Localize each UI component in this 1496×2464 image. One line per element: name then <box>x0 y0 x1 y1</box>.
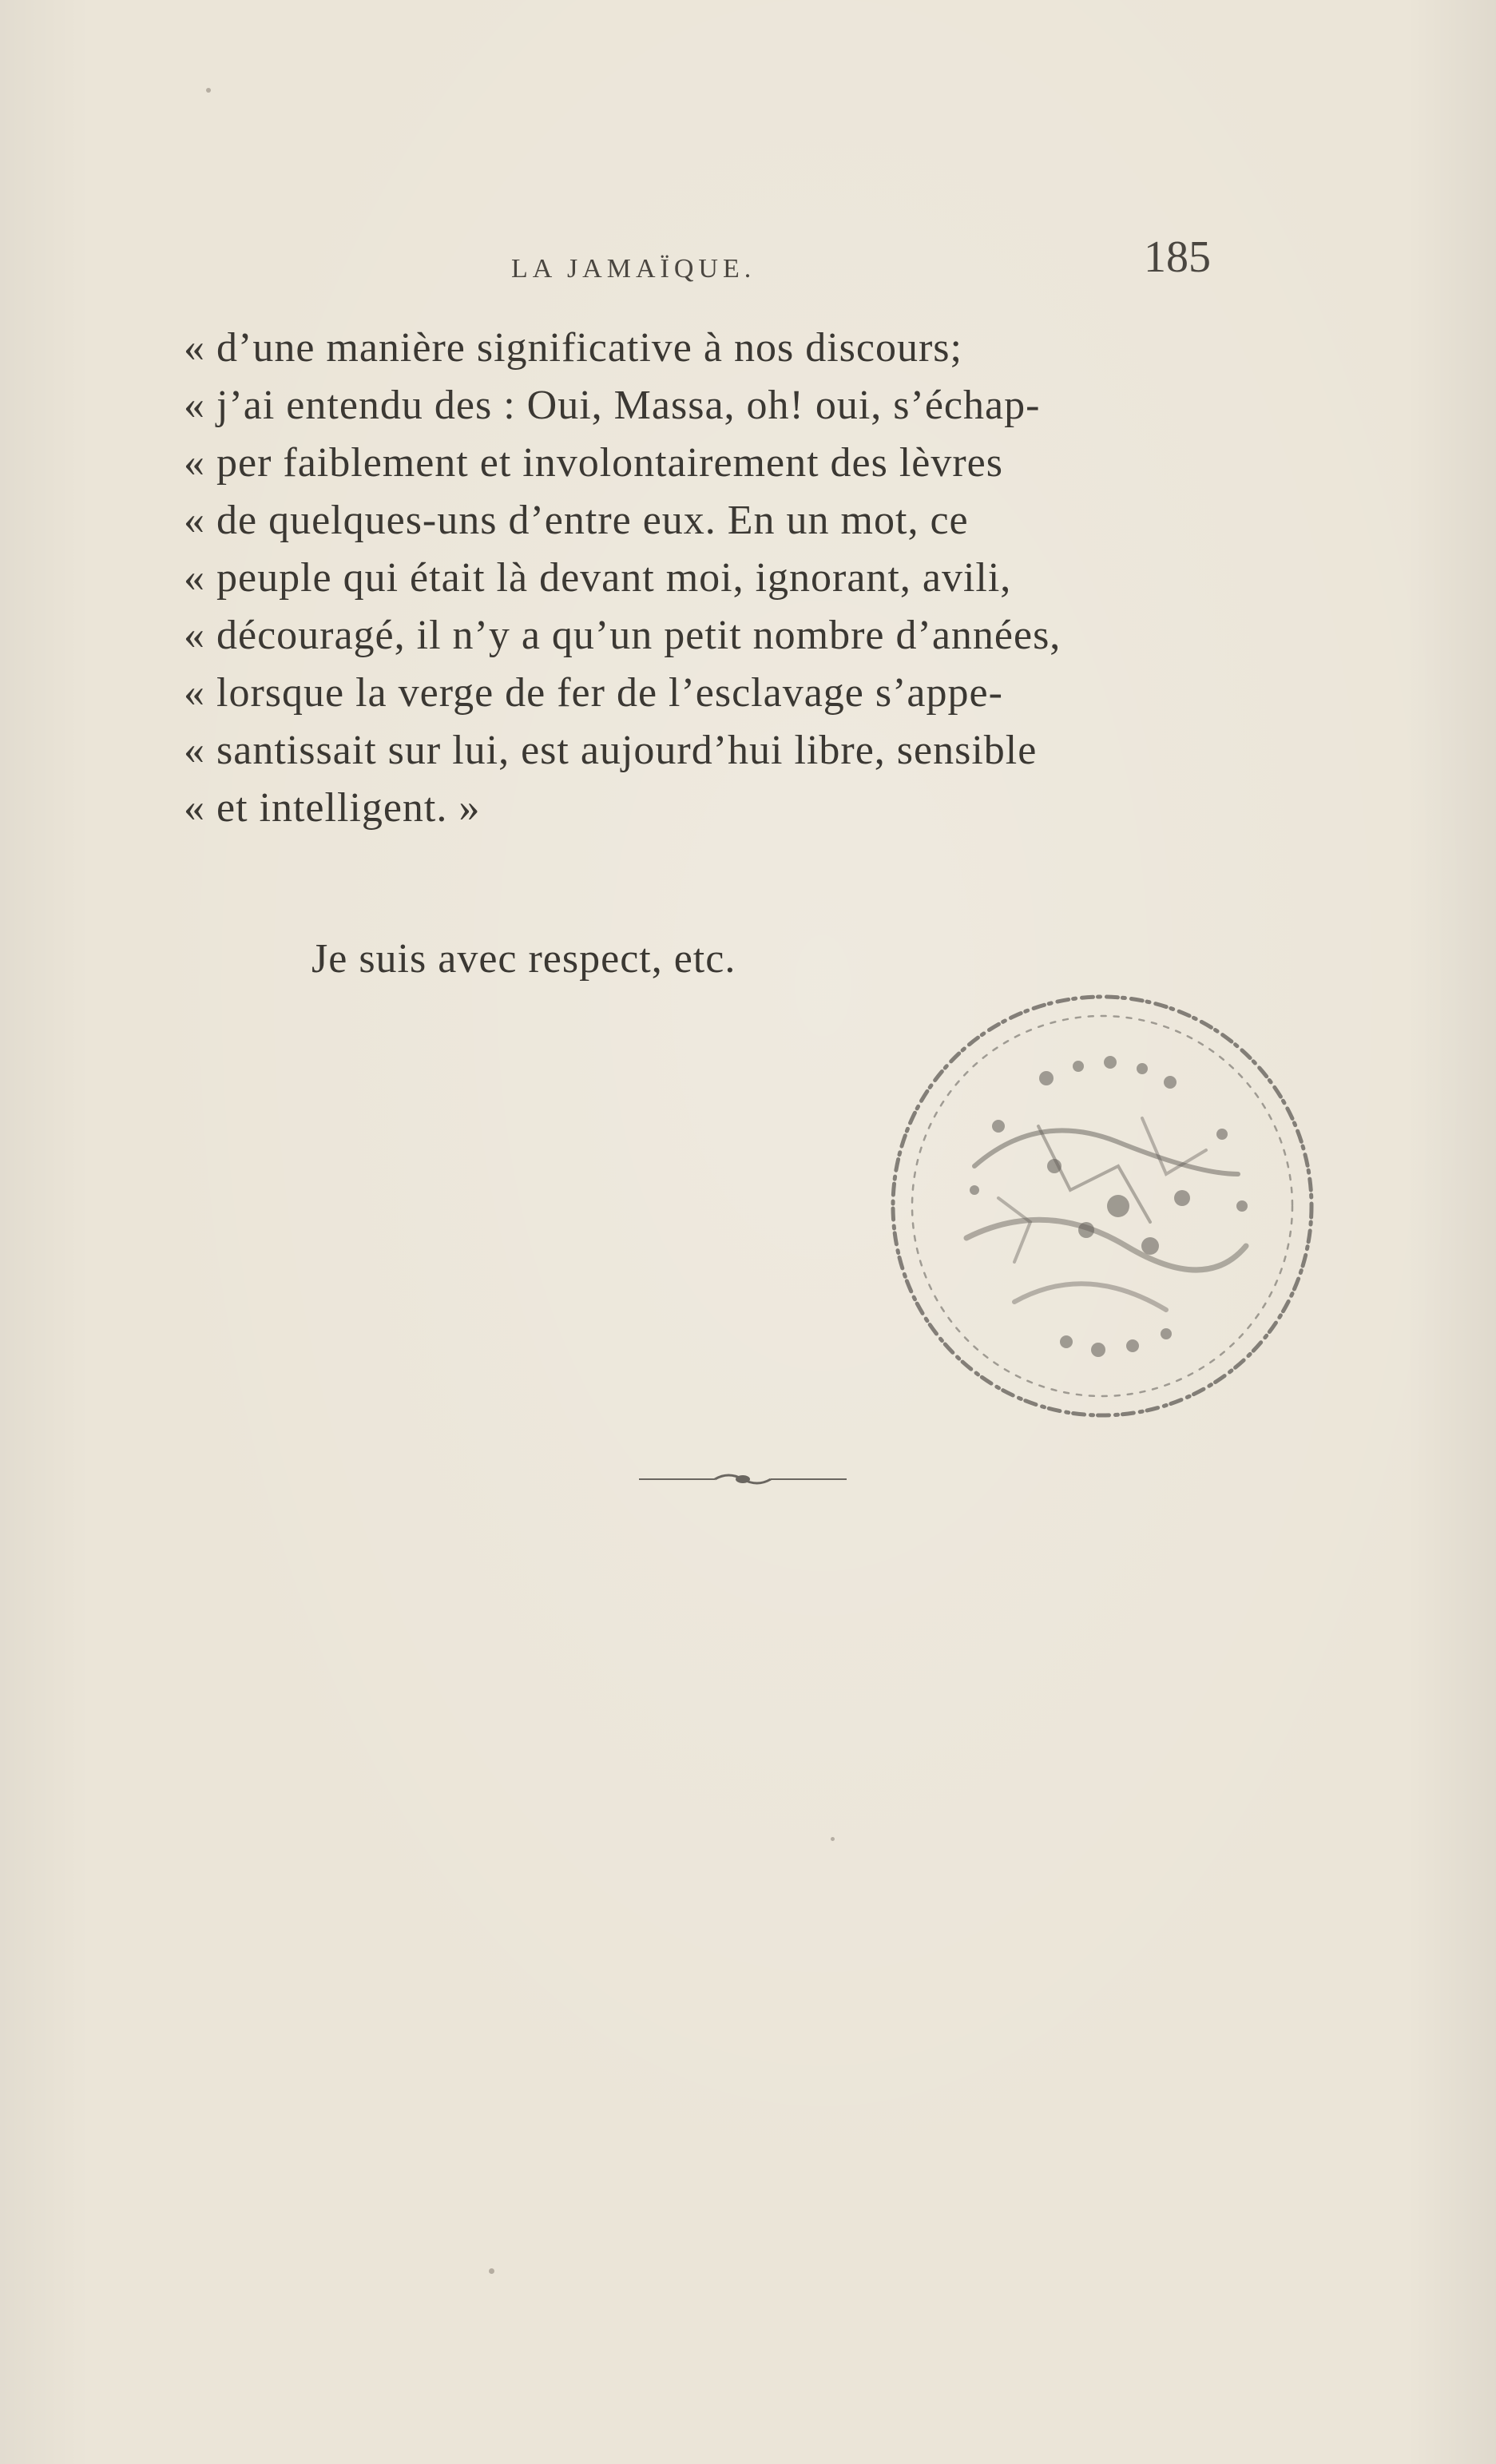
paper-speck <box>489 2268 494 2274</box>
text-line: « d’une manière significative à nos discours; <box>184 325 962 371</box>
text-line: « per faiblement et involontairement des lèvres <box>184 440 1003 486</box>
closing-line: Je suis avec respect, etc. <box>312 936 736 982</box>
text-line: « peuple qui était là devant moi, ignorant, avili, <box>184 555 1012 601</box>
text-line: « lorsque la verge de fer de l’esclavage s’appe- <box>184 670 1003 716</box>
text-line: « découragé, il n’y a qu’un petit nombre d’années, <box>184 613 1061 658</box>
text-line: « et intelligent. » <box>184 785 481 831</box>
paper-speck <box>206 88 211 93</box>
text-line: « de quelques-uns d’entre eux. En un mot, ce <box>184 498 969 543</box>
text-line: « santissait sur lui, est aujourd’hui libre, sensible <box>184 728 1038 773</box>
paper-speck <box>831 1837 835 1841</box>
tailpiece-ornament-icon <box>639 1470 847 1489</box>
text-line: « j’ai entendu des : Oui, Massa, oh! oui, s’échap- <box>184 383 1041 428</box>
library-stamp-icon <box>879 982 1326 1430</box>
body-text <box>184 319 1246 837</box>
page-number: 185 <box>1144 232 1211 282</box>
running-title: LA JAMAÏQUE. <box>511 254 756 284</box>
